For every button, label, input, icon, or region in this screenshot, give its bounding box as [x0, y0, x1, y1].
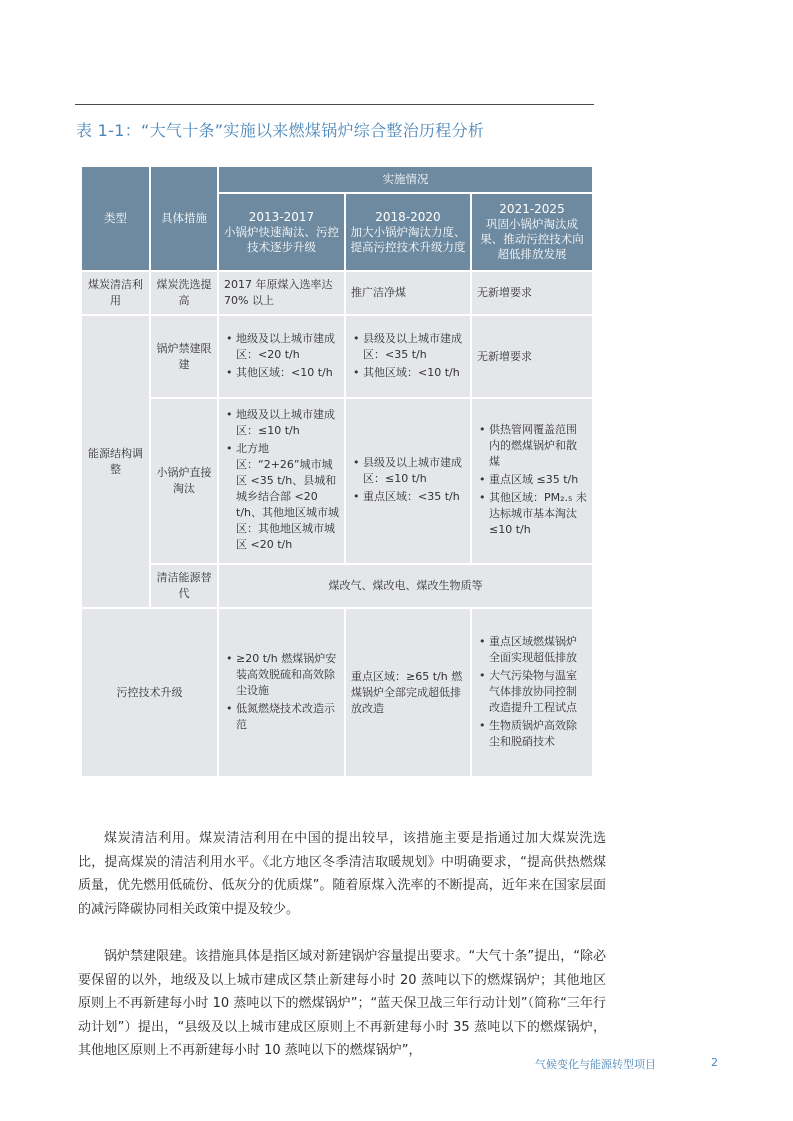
paragraph-coal-clean-use: 煤炭清洁利用。煤炭清洁利用在中国的提出较早，该措施主要是指通过加大煤炭洗选比，提高煤炭的清洁利用水平。《北方地区冬季清洁取暖规划》中明确要求，“提高供热燃煤质量，优先燃用低硫份、低灰分的优质煤”。随着原煤入洗率的不断提高，近年来在国家层面的减污降碳协同相关政策中提及较少。 — [78, 831, 606, 917]
list-item: • 重点区域 ≤35 t/h — [489, 472, 587, 488]
list-item: • 其他区域：PM₂.₅ 未达标城市基本淘汰 ≤10 t/h — [489, 490, 587, 538]
list-item: • 地级及以上城市建成区：≤10 t/h — [236, 407, 339, 439]
list-item: • 重点区域：<35 t/h — [363, 489, 465, 505]
table-row — [82, 565, 592, 607]
header-period-3 — [472, 194, 592, 270]
list-item: • 重点区域燃煤锅炉全面实现超低排放 — [489, 634, 587, 666]
row3-measure: 小锅炉直接淘汰 — [151, 399, 217, 564]
table-row — [82, 399, 592, 564]
list-item: • 其他区域：<10 t/h — [363, 365, 465, 381]
header-implementation: 实施情况 — [219, 167, 592, 192]
row2-type: 能源结构调整 — [82, 316, 149, 607]
header-period-1 — [219, 194, 344, 270]
table-row — [82, 272, 592, 314]
list-item: • 大气污染物与温室气体排放协同控制改造提升工程试点 — [489, 668, 587, 716]
row5-period-1 — [219, 609, 344, 776]
table-title: 表 1-1：“大气十条”实施以来燃煤锅炉综合整治历程分析 — [76, 121, 485, 140]
footer-project-name: 气候变化与能源转型项目 — [535, 1058, 656, 1071]
list-item: • 其他区域：<10 t/h — [236, 365, 339, 381]
header-measure: 具体措施 — [151, 167, 217, 270]
row1-period-2: 推广洁净煤 — [346, 272, 470, 314]
period-2-year: 2018-2020 — [375, 209, 441, 224]
list-item: • 生物质锅炉高效除尘和脱硝技术 — [489, 718, 587, 750]
table-row — [82, 316, 592, 396]
row2-period-2 — [346, 316, 470, 396]
list-item: • 地级及以上城市建成区：<20 t/h — [236, 331, 339, 363]
list-item: • 供热管网覆盖范围内的燃煤锅炉和散煤 — [489, 422, 587, 470]
row3-period-3 — [472, 399, 592, 564]
list-item: • 低氮燃烧技术改造示范 — [236, 701, 339, 733]
period-1-desc: 小锅炉快速淘汰、污控技术逐步升级 — [224, 224, 339, 254]
row4-merged: 煤改气、煤改电、煤改生物质等 — [219, 565, 592, 607]
period-2-desc: 加大小锅炉淘汰力度、提高污控技术升级力度 — [350, 224, 466, 254]
row2-period-1 — [219, 316, 344, 396]
boiler-governance-table — [80, 165, 594, 778]
page-number: 2 — [711, 1056, 718, 1069]
period-3-year: 2021-2025 — [499, 202, 565, 217]
row3-period-2 — [346, 399, 470, 564]
top-rule — [75, 104, 594, 105]
paragraph-boiler-ban: 锅炉禁建限建。该措施具体是指区域对新建锅炉容量提出要求。“大气十条”提出，“除必要保留的以外，地级及以上城市建成区禁止新建每小时 20 蒸吨以下的燃煤锅炉；其他地区原则上不再新建每小时 10 蒸吨以下的燃煤锅炉”；“蓝天保卫战三年行动计划”（简称“三年行动计划”）提出，“县级及以上城市建成区原则上不再新建每小时 35 蒸吨以下的燃煤锅炉，其他地区原则上不再新建每小时 10 蒸吨以下的燃煤锅炉”， — [78, 949, 606, 1058]
row1-type: 煤炭清洁利用 — [82, 272, 149, 314]
header-type: 类型 — [82, 167, 149, 270]
list-item: • 县级及以上城市建成区：≤10 t/h — [363, 455, 465, 487]
header-period-2 — [346, 194, 470, 270]
row3-period-1 — [219, 399, 344, 564]
row1-period-3: 无新增要求 — [472, 272, 592, 314]
row5-period-3 — [472, 609, 592, 776]
row2-period-3: 无新增要求 — [472, 316, 592, 396]
row2-measure: 锅炉禁建限建 — [151, 316, 217, 396]
row5-period-2: 重点区域：≥65 t/h 燃煤锅炉全部完成超低排放改造 — [346, 609, 470, 776]
row1-period-1: 2017 年原煤入选率达 70% 以上 — [219, 272, 344, 314]
list-item: • 北方地区：“2+26”城市城区 <35 t/h、县城和城乡结合部 <20 t/h、其他地区城市城区：其他地区城市城区 <20 t/h — [236, 441, 339, 553]
period-3-desc: 巩固小锅炉淘汰成果、推动污控技术向超低排放发展 — [480, 217, 584, 262]
table-row — [82, 609, 592, 776]
row5-type: 污控技术升级 — [82, 609, 217, 776]
row1-measure: 煤炭洗选提高 — [151, 272, 217, 314]
list-item: • ≥20 t/h 燃煤锅炉安装高效脱硫和高效除尘设施 — [236, 651, 339, 699]
period-1-year: 2013-2017 — [248, 209, 315, 224]
list-item: • 县级及以上城市建成区：<35 t/h — [363, 331, 465, 363]
row4-measure: 清洁能源替代 — [151, 565, 217, 607]
